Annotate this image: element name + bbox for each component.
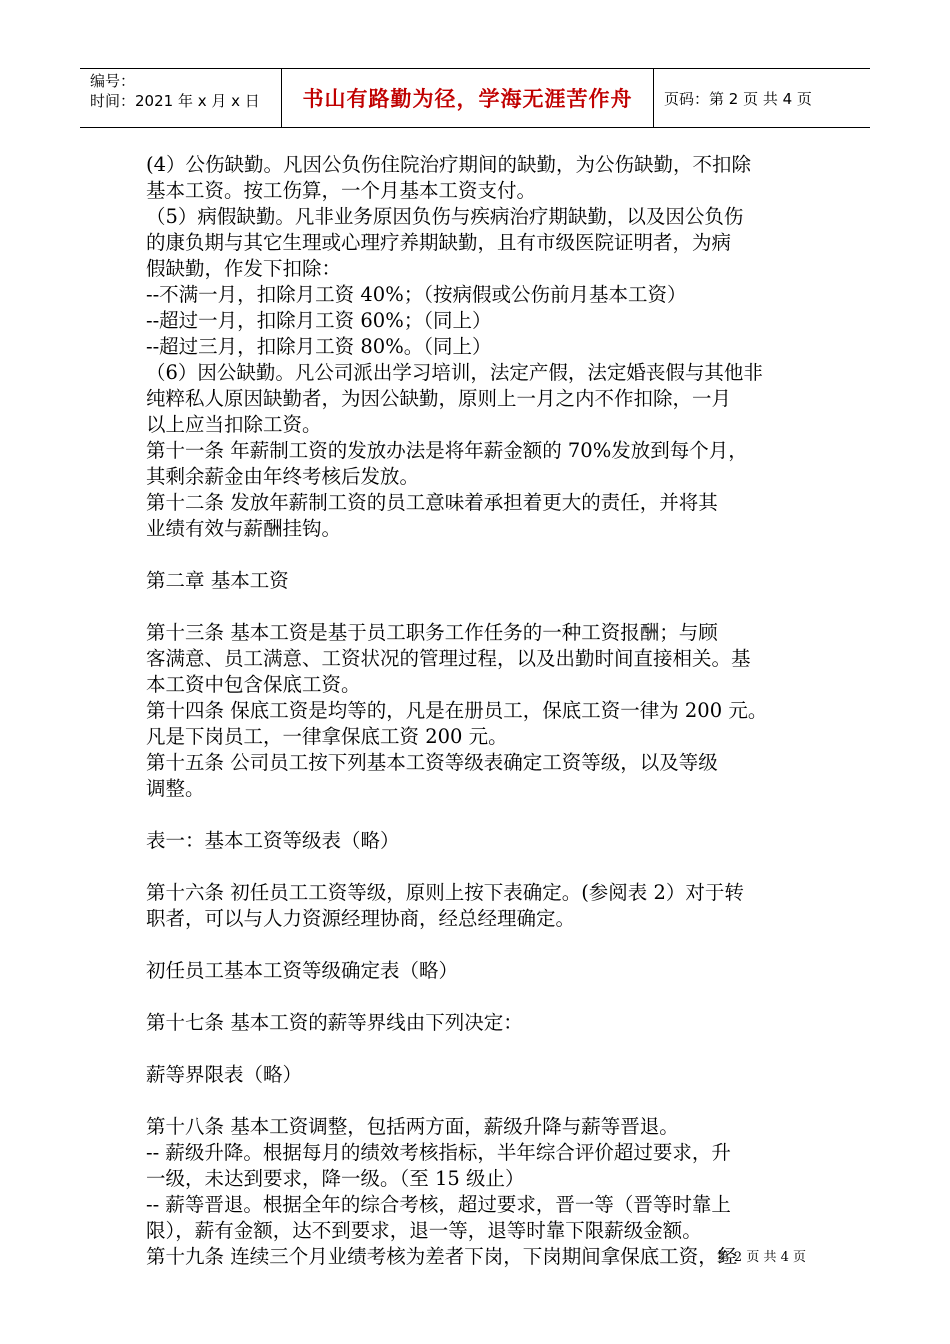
body-line: 第十一条 年薪制工资的发放办法是将年薪金额的 70%发放到每个月， [146,439,748,462]
header-meta [80,69,282,127]
body-line: 薪等界限表（略） [146,1063,303,1086]
body-line: -- 薪等晋退。根据全年的综合考核，超过要求，晋一等（晋等时靠上 [146,1193,731,1216]
body-line: (4）公伤缺勤。凡因公负伤住院治疗期间的缺勤，为公伤缺勤，不扣除 [146,153,752,176]
body-line: --不满一月，扣除月工资 40%；（按病假或公伤前月基本工资） [146,283,687,306]
body-line: （6）因公缺勤。凡公司派出学习培训，法定产假，法定婚丧假与其他非 [146,361,763,384]
body-line: 表一：基本工资等级表（略） [146,829,400,852]
body-line: 第十四条 保底工资是均等的，凡是在册员工，保底工资一律为 200 元。 [146,699,768,722]
body-line: 业绩有效与薪酬挂钩。 [146,517,342,540]
body-line: 本工资中包含保底工资。 [146,673,361,696]
document-date: 时间：2021 年 x 月 x 日 [90,92,260,110]
header-motto: 书山有路勤为径，学海无涯苦作舟 [282,69,654,127]
body-line: 基本工资。按工伤算，一个月基本工资支付。 [146,179,537,202]
body-line: 职者，可以与人力资源经理协商，经总经理确定。 [146,907,576,930]
body-line: 第十七条 基本工资的薪等界线由下列决定： [146,1011,523,1034]
body-line: -- 薪级升降。根据每月的绩效考核指标，半年综合评价超过要求，升 [146,1141,731,1164]
blank-line [146,984,812,1010]
blank-line [146,1036,812,1062]
blank-line [146,542,812,568]
document-number-label: 编号： [90,72,136,90]
blank-line [146,802,812,828]
body-line: 其剩余薪金由年终考核后发放。 [146,465,420,488]
body-line: 第二章 基本工资 [146,569,289,592]
blank-line [146,594,812,620]
body-line: 客满意、员工满意、工资状况的管理过程，以及出勤时间直接相关。基 [146,647,751,670]
body-line: 第十三条 基本工资是基于员工职务工作任务的一种工资报酬；与顾 [146,621,718,644]
body-line: 初任员工基本工资等级确定表（略） [146,959,459,982]
blank-line [146,854,812,880]
page-header [80,68,870,128]
body-line: 第十二条 发放年薪制工资的员工意味着承担着更大的责任，并将其 [146,491,718,514]
body-line: 第十五条 公司员工按下列基本工资等级表确定工资等级，以及等级 [146,751,718,774]
body-line: --超过三月，扣除月工资 80%。（同上） [146,335,492,358]
body-line: 限），薪有金额，达不到要求，退一等，退等时靠下限薪级金额。 [146,1219,702,1242]
body-line: （5）病假缺勤。凡非业务原因负伤与疾病治疗期缺勤，以及因公负伤 [146,205,744,228]
body-line: 第十六条 初任员工工资等级，原则上按下表确定。(参阅表 2）对于转 [146,881,744,904]
body-line: 凡是下岗员工，一律拿保底工资 200 元。 [146,725,508,748]
body-line: 纯粹私人原因缺勤者，为因公缺勤，原则上一月之内不作扣除，一月 [146,387,732,410]
body-line: --超过一月，扣除月工资 60%；（同上） [146,309,492,332]
page-footer: 第 2 页 共 4 页 [716,1250,806,1265]
body-line: 以上应当扣除工资。 [146,413,322,436]
body-line: 一级，未达到要求，降一级。（至 15 级止） [146,1167,525,1190]
blank-line [146,1088,812,1114]
document-body [146,152,812,1270]
body-line: 调整。 [146,777,205,800]
header-page-info: 页码：第 2 页 共 4 页 [664,89,812,108]
body-line: 第十九条 连续三个月业绩考核为差者下岗，下岗期间拿保底工资，经 [146,1245,738,1268]
body-line: 第十八条 基本工资调整，包括两方面，薪级升降与薪等晋退。 [146,1115,679,1138]
body-line: 的康负期与其它生理或心理疗养期缺勤，且有市级医院证明者，为病 [146,231,732,254]
blank-line [146,932,812,958]
body-line: 假缺勤，作发下扣除： [146,257,342,280]
